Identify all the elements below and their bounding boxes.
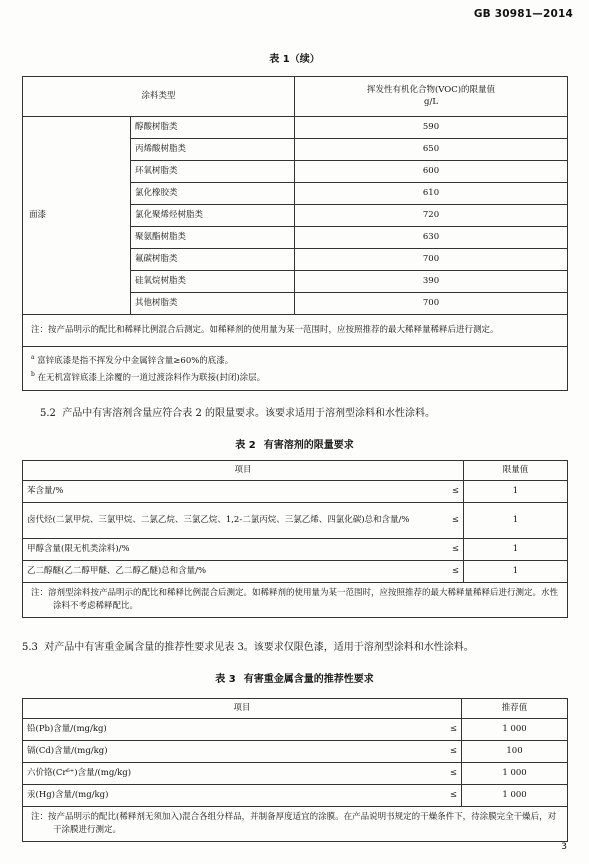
footnote-text: 在无机富锌底漆上涂覆的一道过渡涂料作为联接(封闭)涂层。 [37,372,266,383]
footnote-text: 富锌底漆是指不挥发分中金属锌含量≥60%的底漆。 [37,355,234,366]
table2-row-value: 1 [464,503,568,539]
table3-row-value: 1 000 [462,719,568,741]
table3-row-item [23,763,462,785]
footnote-mark: a [31,353,35,361]
table3-row-item [23,741,462,763]
less-equal-symbol: ≤ [449,767,457,778]
table1-row-value: 610 [295,183,568,205]
table3-col1-header: 项目 [23,699,462,719]
table2-row-item [23,481,464,503]
table3-caption-number: 表 3 [215,674,236,685]
table1-note: 注：按产品明示的配比和稀释比例混合后测定。如稀释剂的使用量为某一范围时，应按照推荐的最大稀释量稀释后进行测定。 [23,315,568,347]
item-text: 卤代烃(二氯甲烷、三氯甲烷、二氯乙烷、三氯乙烷、1,2-二氯丙烷、三氯乙烯、四氯化碳)总和含量/% [27,514,410,525]
less-equal-symbol: ≤ [451,485,459,496]
table1-row-value: 720 [295,205,568,227]
table1-row-type: 氯化聚烯烃树脂类 [131,205,295,227]
table1-col2-title: 挥发性有机化合物(VOC)的限量值 [366,85,496,96]
table1-row-type: 氟碳树脂类 [131,249,295,271]
table1-group-topcoat: 面漆 [23,117,131,315]
table2 [22,460,568,618]
table2-caption [0,436,589,451]
table2-row-item [23,561,464,583]
section-text: 对产品中有害重金属含量的推荐性要求见表 3。该要求仅限色漆，适用于溶剂型涂料和水性涂料。 [44,642,474,653]
table2-row-value: 1 [464,539,568,561]
table3-col2-header: 推荐值 [462,699,568,719]
table2-col2-header: 限量值 [464,461,568,481]
table1-row-value: 600 [295,161,568,183]
table1-row-type: 醇酸树脂类 [131,117,295,139]
item-text: 六价铬(Cr⁶⁺)含量/(mg/kg) [27,767,132,778]
table1-col2-header [295,77,568,117]
table1-row-type: 其他树脂类 [131,293,295,315]
table1-row-type: 环氧树脂类 [131,161,295,183]
table2-row-value: 1 [464,561,568,583]
less-equal-symbol: ≤ [451,543,459,554]
item-text: 苯含量/% [27,485,64,496]
item-text: 铅(Pb)含量/(mg/kg) [27,723,107,734]
table2-caption-title: 有害溶剂的限量要求 [263,440,354,451]
item-text: 乙二醇醚(乙二醇甲醚、乙二醇乙醚)总和含量/% [27,565,207,576]
table1-footnote-a [31,352,559,369]
table3-note: 注：按产品明示的配比(稀释剂无须加入)混合各组分样品，并制备厚度适宜的涂膜。在产品说明书规定的干燥条件下，待涂膜完全干燥后，对干涂膜进行测定。 [23,807,568,842]
table1-footnotes [23,347,568,391]
section-5-3 [22,638,571,653]
standard-code: GB 30981—2014 [473,8,573,20]
table1-row-type: 氯化橡胶类 [131,183,295,205]
less-equal-symbol: ≤ [451,514,459,525]
section-5-2 [40,404,571,419]
section-number: 5.2 [40,408,56,419]
table1-row-value: 630 [295,227,568,249]
table1-footnote-b [31,369,559,386]
table1-row-type: 聚氨酯树脂类 [131,227,295,249]
less-equal-symbol: ≤ [449,723,457,734]
table3 [22,698,568,842]
table3-row-item [23,785,462,807]
table1-row-value: 390 [295,271,568,293]
section-text: 产品中有害溶剂含量应符合表 2 的限量要求。该要求适用于溶剂型涂料和水性涂料。 [62,408,435,419]
table3-row-item [23,719,462,741]
section-number: 5.3 [22,642,38,653]
item-text: 镉(Cd)含量/(mg/kg) [27,745,108,756]
table1-caption: 表 1（续） [269,54,320,65]
table2-col1-header: 项目 [23,461,464,481]
table2-note: 注：溶剂型涂料按产品明示的配比和稀释比例混合后测定。如稀释剂的使用量为某一范围时，应按照推荐的最大稀释量稀释后进行测定。水性涂料不考虑稀释配比。 [23,583,568,618]
less-equal-symbol: ≤ [451,565,459,576]
table2-row-item [23,539,464,561]
item-text: 甲醇含量(限无机类涂料)/% [27,543,130,554]
table3-caption [0,670,589,685]
table1-row-type: 丙烯酸树脂类 [131,139,295,161]
table1-row-value: 590 [295,117,568,139]
table1-row-value: 650 [295,139,568,161]
less-equal-symbol: ≤ [449,745,457,756]
table1-col2-unit: g/L [424,96,438,107]
table3-row-value: 100 [462,741,568,763]
table3-caption-title: 有害重金属含量的推荐性要求 [243,674,374,685]
table2-row-item [23,503,464,539]
table1-row-type: 硅氧烷树脂类 [131,271,295,293]
table2-row-value: 1 [464,481,568,503]
footnote-mark: b [31,370,35,378]
item-text: 汞(Hg)含量/(mg/kg) [27,789,109,800]
table1-col1-header: 涂料类型 [23,77,295,117]
table1 [22,76,568,391]
table3-row-value: 1 000 [462,785,568,807]
table1-row-value: 700 [295,293,568,315]
table1-row-value: 700 [295,249,568,271]
less-equal-symbol: ≤ [449,789,457,800]
page-number: 3 [561,842,567,852]
table3-row-value: 1 000 [462,763,568,785]
table2-caption-number: 表 2 [235,440,256,451]
